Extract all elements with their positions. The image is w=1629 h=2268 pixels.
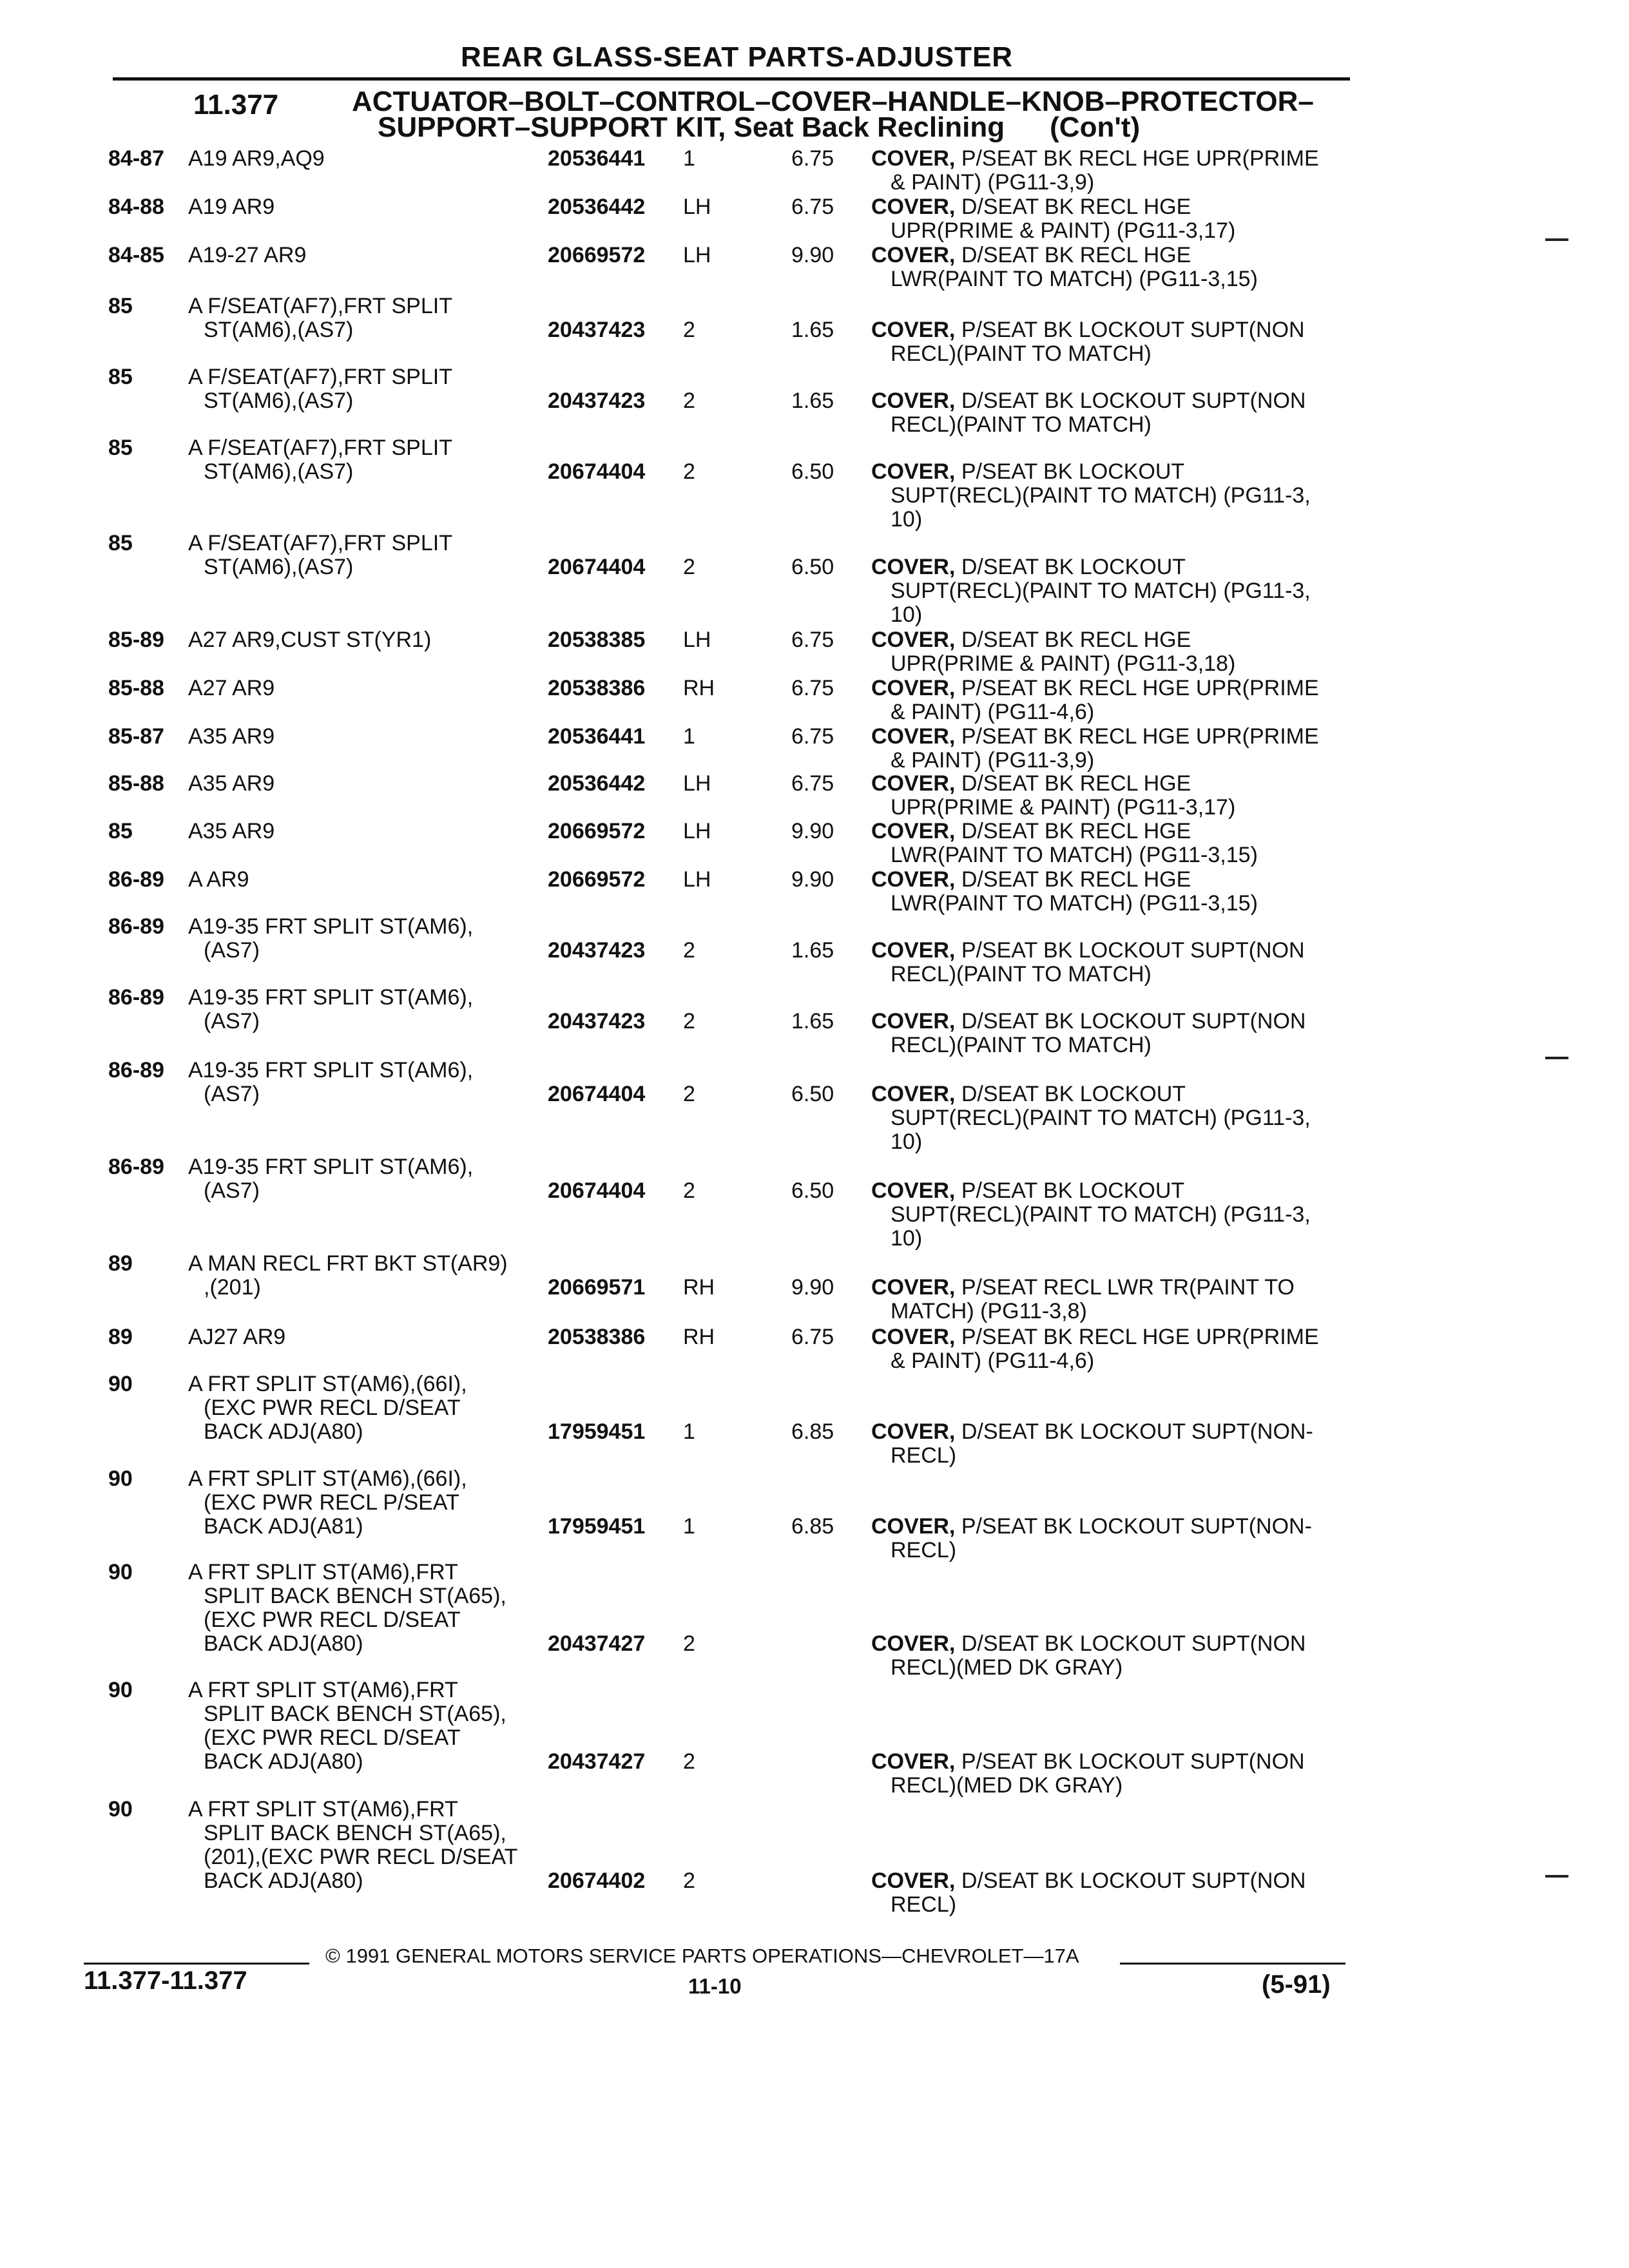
model-year: 86-89 <box>108 914 164 939</box>
quantity: 2 <box>683 459 695 484</box>
part-number: 20674402 <box>548 1869 646 1893</box>
description-line <box>871 628 1191 652</box>
price: 9.90 <box>791 819 834 843</box>
footer-page-number: 11-10 <box>688 1974 742 1998</box>
model-line: A27 AR9 <box>188 676 275 700</box>
model-line: A MAN RECL FRT BKT ST(AR9) <box>188 1251 508 1276</box>
description-keyword: COVER, <box>871 1631 956 1656</box>
description <box>871 389 1306 437</box>
model-line: A F/SEAT(AF7),FRT SPLIT <box>188 294 452 318</box>
model-line: A FRT SPLIT ST(AM6),FRT <box>188 1560 458 1584</box>
description <box>871 677 1319 724</box>
description-line <box>871 243 1191 267</box>
description <box>871 939 1305 986</box>
description <box>871 318 1305 366</box>
description-keyword: COVER, <box>871 1082 956 1106</box>
model-line: A F/SEAT(AF7),FRT SPLIT <box>188 365 452 389</box>
model-year: 85 <box>108 294 133 318</box>
description-keyword: COVER, <box>871 1275 956 1300</box>
description-keyword: COVER, <box>871 938 956 963</box>
model-line: BACK ADJ(A80) <box>204 1749 363 1774</box>
part-number: 20437423 <box>548 318 646 342</box>
part-number: 20669572 <box>548 819 646 843</box>
description-line: 10) <box>891 602 923 627</box>
quantity: 2 <box>683 1631 695 1656</box>
model-line: ST(AM6),(AS7) <box>204 555 354 579</box>
part-number: 20437423 <box>548 389 646 413</box>
description-line: LWR(PAINT TO MATCH) (PG11-3,15) <box>891 843 1258 867</box>
description-text: P/SEAT BK LOCKOUT <box>961 459 1185 484</box>
description-line: LWR(PAINT TO MATCH) (PG11-3,15) <box>891 267 1258 291</box>
quantity: 1 <box>683 1514 695 1539</box>
description-text: D/SEAT BK LOCKOUT SUPT(NON <box>961 1009 1306 1033</box>
description-keyword: COVER, <box>871 1325 956 1349</box>
quantity: LH <box>683 195 711 219</box>
description-line <box>871 146 1319 171</box>
description <box>871 772 1235 820</box>
description-keyword: COVER, <box>871 1514 956 1539</box>
description <box>871 868 1258 916</box>
description-line <box>871 555 1186 579</box>
description-line: & PAINT) (PG11-4,6) <box>891 700 1095 724</box>
description-keyword: COVER, <box>871 1749 956 1774</box>
part-number: 20437427 <box>548 1631 646 1656</box>
model-line: (EXC PWR RECL P/SEAT <box>204 1490 459 1515</box>
page-title: REAR GLASS-SEAT PARTS-ADJUSTER <box>461 41 1014 73</box>
model-line: A AR9 <box>188 867 249 892</box>
price: 1.65 <box>791 389 834 413</box>
description-line: SUPT(RECL)(PAINT TO MATCH) (PG11-3, <box>891 483 1311 508</box>
description-line <box>871 459 1184 484</box>
part-number: 20674404 <box>548 555 646 579</box>
footer-copyright: © 1991 GENERAL MOTORS SERVICE PARTS OPERATIONS—CHEVROLET—17A <box>325 1945 1079 1967</box>
description-text: D/SEAT BK RECL HGE <box>961 819 1191 843</box>
description-text: P/SEAT BK LOCKOUT <box>961 1178 1185 1203</box>
description-line: SUPT(RECL)(PAINT TO MATCH) (PG11-3, <box>891 579 1311 603</box>
part-number: 20437427 <box>548 1749 646 1774</box>
model-line: A19-35 FRT SPLIT ST(AM6), <box>188 985 474 1010</box>
description-text: P/SEAT BK RECL HGE UPR(PRIME <box>961 1325 1319 1349</box>
description-keyword: COVER, <box>871 1419 956 1444</box>
description-line: LWR(PAINT TO MATCH) (PG11-3,15) <box>891 891 1258 916</box>
price: 6.75 <box>791 771 834 796</box>
quantity: 2 <box>683 1178 695 1203</box>
quantity: 2 <box>683 318 695 342</box>
model-line: ST(AM6),(AS7) <box>204 459 354 484</box>
description <box>871 1515 1312 1562</box>
quantity: 2 <box>683 389 695 413</box>
model-line: BACK ADJ(A80) <box>204 1631 363 1656</box>
quantity: RH <box>683 1275 715 1300</box>
description-text: D/SEAT BK LOCKOUT SUPT(NON <box>961 389 1306 413</box>
model-line: A FRT SPLIT ST(AM6),(66I), <box>188 1466 467 1491</box>
description-keyword: COVER, <box>871 459 956 484</box>
description-line: MATCH) (PG11-3,8) <box>891 1299 1087 1323</box>
quantity: LH <box>683 867 711 892</box>
description-line <box>871 1275 1295 1300</box>
model-line: BACK ADJ(A80) <box>204 1419 363 1444</box>
description-text: D/SEAT BK RECL HGE <box>961 867 1191 892</box>
model-line: ,(201) <box>204 1275 261 1300</box>
description-line: UPR(PRIME & PAINT) (PG11-3,17) <box>891 218 1236 243</box>
part-number: 17959451 <box>548 1514 646 1539</box>
description-line: UPR(PRIME & PAINT) (PG11-3,17) <box>891 795 1236 820</box>
model-year: 90 <box>108 1372 133 1396</box>
model-year: 89 <box>108 1251 133 1276</box>
description-line: RECL)(PAINT TO MATCH) <box>891 341 1152 366</box>
price: 9.90 <box>791 867 834 892</box>
description <box>871 555 1311 627</box>
model-line: A19-35 FRT SPLIT ST(AM6), <box>188 914 474 939</box>
description <box>871 1276 1295 1323</box>
model-year: 90 <box>108 1797 133 1821</box>
description <box>871 628 1235 676</box>
model-line: A19-35 FRT SPLIT ST(AM6), <box>188 1155 474 1179</box>
model-year: 90 <box>108 1560 133 1584</box>
model-line: (AS7) <box>204 938 260 963</box>
description-text: D/SEAT BK LOCKOUT SUPT(NON <box>961 1869 1306 1893</box>
footer-rule-left <box>84 1963 309 1965</box>
description-keyword: COVER, <box>871 867 956 892</box>
description-line: SUPT(RECL)(PAINT TO MATCH) (PG11-3, <box>891 1106 1311 1130</box>
description-line <box>871 1178 1184 1203</box>
price: 6.85 <box>791 1419 834 1444</box>
model-year: 90 <box>108 1678 133 1702</box>
description-keyword: COVER, <box>871 389 956 413</box>
quantity: RH <box>683 1325 715 1349</box>
part-number: 20437423 <box>548 1009 646 1033</box>
description-text: P/SEAT BK LOCKOUT SUPT(NON <box>961 938 1305 963</box>
description-line: & PAINT) (PG11-4,6) <box>891 1349 1095 1373</box>
description-line: RECL) <box>891 1538 957 1562</box>
description-line: RECL)(PAINT TO MATCH) <box>891 1033 1152 1057</box>
description-line: RECL)(PAINT TO MATCH) <box>891 962 1152 986</box>
part-number: 20674404 <box>548 1082 646 1106</box>
quantity: 1 <box>683 724 695 749</box>
margin-mark <box>1545 1875 1568 1878</box>
description-line <box>871 1749 1305 1774</box>
model-line: A35 AR9 <box>188 771 275 796</box>
model-line: A F/SEAT(AF7),FRT SPLIT <box>188 531 452 555</box>
description-line: & PAINT) (PG11-3,9) <box>891 170 1095 195</box>
description-line <box>871 318 1305 342</box>
model-year: 85 <box>108 531 133 555</box>
section-title-line2: SUPPORT–SUPPORT KIT, Seat Back Reclining <box>378 111 1005 143</box>
model-year: 85-88 <box>108 771 164 796</box>
description-text: P/SEAT BK LOCKOUT SUPT(NON <box>961 318 1305 342</box>
part-number: 20674404 <box>548 1178 646 1203</box>
description-text: P/SEAT BK RECL HGE UPR(PRIME <box>961 676 1319 700</box>
quantity: 2 <box>683 1869 695 1893</box>
description-line <box>871 676 1319 700</box>
model-line: A35 AR9 <box>188 724 275 749</box>
description-line <box>871 1325 1319 1349</box>
price: 6.75 <box>791 195 834 219</box>
description-line: & PAINT) (PG11-3,9) <box>891 748 1095 773</box>
model-year: 86-89 <box>108 1155 164 1179</box>
model-line: A35 AR9 <box>188 819 275 843</box>
description-line <box>871 195 1191 219</box>
part-number: 20536441 <box>548 146 646 171</box>
part-number: 20536441 <box>548 724 646 749</box>
description-line <box>871 1082 1186 1106</box>
model-year: 84-87 <box>108 146 164 171</box>
description-line <box>871 724 1319 749</box>
description-line: RECL) <box>891 1443 957 1468</box>
description-line <box>871 1869 1306 1893</box>
description-line: UPR(PRIME & PAINT) (PG11-3,18) <box>891 651 1236 676</box>
part-number: 20536442 <box>548 771 646 796</box>
margin-mark <box>1545 1057 1568 1059</box>
footer-date: (5-91) <box>1262 1970 1331 1999</box>
part-number: 20674404 <box>548 459 646 484</box>
description-line <box>871 867 1191 892</box>
model-year: 86-89 <box>108 985 164 1010</box>
description-line <box>871 1631 1306 1656</box>
description-line: 10) <box>891 507 923 532</box>
part-number: 20536442 <box>548 195 646 219</box>
description-line: SUPT(RECL)(PAINT TO MATCH) (PG11-3, <box>891 1202 1311 1227</box>
quantity: LH <box>683 819 711 843</box>
description <box>871 820 1258 867</box>
description-text: D/SEAT BK RECL HGE <box>961 195 1191 219</box>
price: 6.85 <box>791 1514 834 1539</box>
model-line: SPLIT BACK BENCH ST(A65), <box>204 1584 506 1608</box>
description <box>871 1325 1319 1373</box>
model-line: ST(AM6),(AS7) <box>204 318 354 342</box>
description-text: D/SEAT BK RECL HGE <box>961 628 1191 652</box>
description-line <box>871 938 1305 963</box>
model-line: A19-27 AR9 <box>188 243 307 267</box>
model-line: A19-35 FRT SPLIT ST(AM6), <box>188 1058 474 1082</box>
part-number: 20538386 <box>548 1325 646 1349</box>
description-keyword: COVER, <box>871 318 956 342</box>
model-line: (201),(EXC PWR RECL D/SEAT <box>204 1845 518 1869</box>
quantity: LH <box>683 243 711 267</box>
model-line: A19 AR9,AQ9 <box>188 146 325 171</box>
section-title <box>352 86 1314 143</box>
section-continued: (Con't) <box>1050 111 1141 143</box>
price: 9.90 <box>791 1275 834 1300</box>
model-year: 84-88 <box>108 195 164 219</box>
description <box>871 460 1311 532</box>
description-keyword: COVER, <box>871 243 956 267</box>
description-line: RECL)(MED DK GRAY) <box>891 1655 1123 1680</box>
description-line: RECL) <box>891 1892 957 1917</box>
description-keyword: COVER, <box>871 555 956 579</box>
description-keyword: COVER, <box>871 1178 956 1203</box>
title-rule <box>113 77 1350 81</box>
model-year: 89 <box>108 1325 133 1349</box>
description-text: D/SEAT BK LOCKOUT <box>961 1082 1186 1106</box>
model-line: A F/SEAT(AF7),FRT SPLIT <box>188 436 452 460</box>
model-line: A FRT SPLIT ST(AM6),FRT <box>188 1678 458 1702</box>
description-keyword: COVER, <box>871 771 956 796</box>
description-line: 10) <box>891 1129 923 1154</box>
description-line <box>871 389 1306 413</box>
description-keyword: COVER, <box>871 146 956 171</box>
price: 6.75 <box>791 724 834 749</box>
model-line: BACK ADJ(A81) <box>204 1514 363 1539</box>
description-keyword: COVER, <box>871 724 956 749</box>
part-number: 20437423 <box>548 938 646 963</box>
description-keyword: COVER, <box>871 1869 956 1893</box>
description-line <box>871 771 1191 796</box>
part-number: 17959451 <box>548 1419 646 1444</box>
part-number: 20669572 <box>548 243 646 267</box>
part-number: 20538386 <box>548 676 646 700</box>
description-text: P/SEAT BK LOCKOUT SUPT(NON <box>961 1749 1305 1774</box>
price: 1.65 <box>791 318 834 342</box>
description-text: P/SEAT BK RECL HGE UPR(PRIME <box>961 146 1319 171</box>
model-year: 85 <box>108 436 133 460</box>
description <box>871 147 1319 195</box>
price: 1.65 <box>791 938 834 963</box>
model-line: BACK ADJ(A80) <box>204 1869 363 1893</box>
price: 6.50 <box>791 459 834 484</box>
quantity: 1 <box>683 1419 695 1444</box>
model-year: 85-88 <box>108 676 164 700</box>
price: 6.50 <box>791 1178 834 1203</box>
description-line: RECL)(PAINT TO MATCH) <box>891 412 1152 437</box>
section-title-line2-wrap <box>352 111 1314 143</box>
description-text: D/SEAT BK RECL HGE <box>961 243 1191 267</box>
description <box>871 1420 1313 1468</box>
description-keyword: COVER, <box>871 1009 956 1033</box>
model-year: 86-89 <box>108 867 164 892</box>
quantity: LH <box>683 771 711 796</box>
model-year: 85-87 <box>108 724 164 749</box>
model-line: AJ27 AR9 <box>188 1325 286 1349</box>
model-line: A19 AR9 <box>188 195 275 219</box>
price: 9.90 <box>791 243 834 267</box>
model-line: (AS7) <box>204 1082 260 1106</box>
footer-section-range: 11.377-11.377 <box>84 1966 247 1995</box>
description-line: 10) <box>891 1226 923 1251</box>
description-text: P/SEAT RECL LWR TR(PAINT TO <box>961 1275 1295 1300</box>
quantity: RH <box>683 676 715 700</box>
model-line: (EXC PWR RECL D/SEAT <box>204 1725 461 1750</box>
description <box>871 1869 1306 1917</box>
description <box>871 725 1319 773</box>
model-line: A FRT SPLIT ST(AM6),(66I), <box>188 1372 467 1396</box>
description-line <box>871 1419 1313 1444</box>
description-keyword: COVER, <box>871 628 956 652</box>
quantity: 2 <box>683 1082 695 1106</box>
description-text: D/SEAT BK LOCKOUT SUPT(NON- <box>961 1419 1313 1444</box>
model-line: ST(AM6),(AS7) <box>204 389 354 413</box>
model-year: 85 <box>108 365 133 389</box>
part-number: 20669572 <box>548 867 646 892</box>
description <box>871 1010 1306 1057</box>
section-title-line1: ACTUATOR–BOLT–CONTROL–COVER–HANDLE–KNOB–PROTECTOR– <box>352 86 1314 117</box>
price: 6.75 <box>791 676 834 700</box>
model-year: 84-85 <box>108 243 164 267</box>
quantity: 2 <box>683 938 695 963</box>
model-line: (AS7) <box>204 1009 260 1033</box>
price: 6.50 <box>791 1082 834 1106</box>
quantity: 2 <box>683 1009 695 1033</box>
price: 1.65 <box>791 1009 834 1033</box>
quantity: 1 <box>683 146 695 171</box>
model-line: A27 AR9,CUST ST(YR1) <box>188 628 432 652</box>
price: 6.50 <box>791 555 834 579</box>
model-year: 85 <box>108 819 133 843</box>
quantity: 2 <box>683 1749 695 1774</box>
description-text: D/SEAT BK LOCKOUT SUPT(NON <box>961 1631 1306 1656</box>
model-line: (EXC PWR RECL D/SEAT <box>204 1396 461 1420</box>
model-year: 86-89 <box>108 1058 164 1082</box>
description <box>871 244 1258 291</box>
margin-mark <box>1545 238 1568 241</box>
description <box>871 1750 1305 1798</box>
model-line: (AS7) <box>204 1178 260 1203</box>
description-text: P/SEAT BK LOCKOUT SUPT(NON- <box>961 1514 1312 1539</box>
model-line: (EXC PWR RECL D/SEAT <box>204 1608 461 1632</box>
description-text: P/SEAT BK RECL HGE UPR(PRIME <box>961 724 1319 749</box>
description <box>871 1632 1306 1680</box>
description-line <box>871 1009 1306 1033</box>
description-line <box>871 1514 1312 1539</box>
quantity: 2 <box>683 555 695 579</box>
description-text: D/SEAT BK RECL HGE <box>961 771 1191 796</box>
part-number: 20538385 <box>548 628 646 652</box>
description-text: D/SEAT BK LOCKOUT <box>961 555 1186 579</box>
description <box>871 1179 1311 1251</box>
description-keyword: COVER, <box>871 195 956 219</box>
description <box>871 195 1235 243</box>
description-keyword: COVER, <box>871 676 956 700</box>
description-keyword: COVER, <box>871 819 956 843</box>
section-number: 11.377 <box>193 89 279 120</box>
price: 6.75 <box>791 628 834 652</box>
model-line: A FRT SPLIT ST(AM6),FRT <box>188 1797 458 1821</box>
part-number: 20669571 <box>548 1275 646 1300</box>
model-year: 85-89 <box>108 628 164 652</box>
description-line <box>871 819 1191 843</box>
footer-rule-right <box>1120 1963 1345 1965</box>
model-line: SPLIT BACK BENCH ST(A65), <box>204 1702 506 1726</box>
model-line: SPLIT BACK BENCH ST(A65), <box>204 1821 506 1845</box>
model-year: 90 <box>108 1466 133 1491</box>
price: 6.75 <box>791 146 834 171</box>
description-line: RECL)(MED DK GRAY) <box>891 1773 1123 1798</box>
description <box>871 1082 1311 1154</box>
price: 6.75 <box>791 1325 834 1349</box>
quantity: LH <box>683 628 711 652</box>
